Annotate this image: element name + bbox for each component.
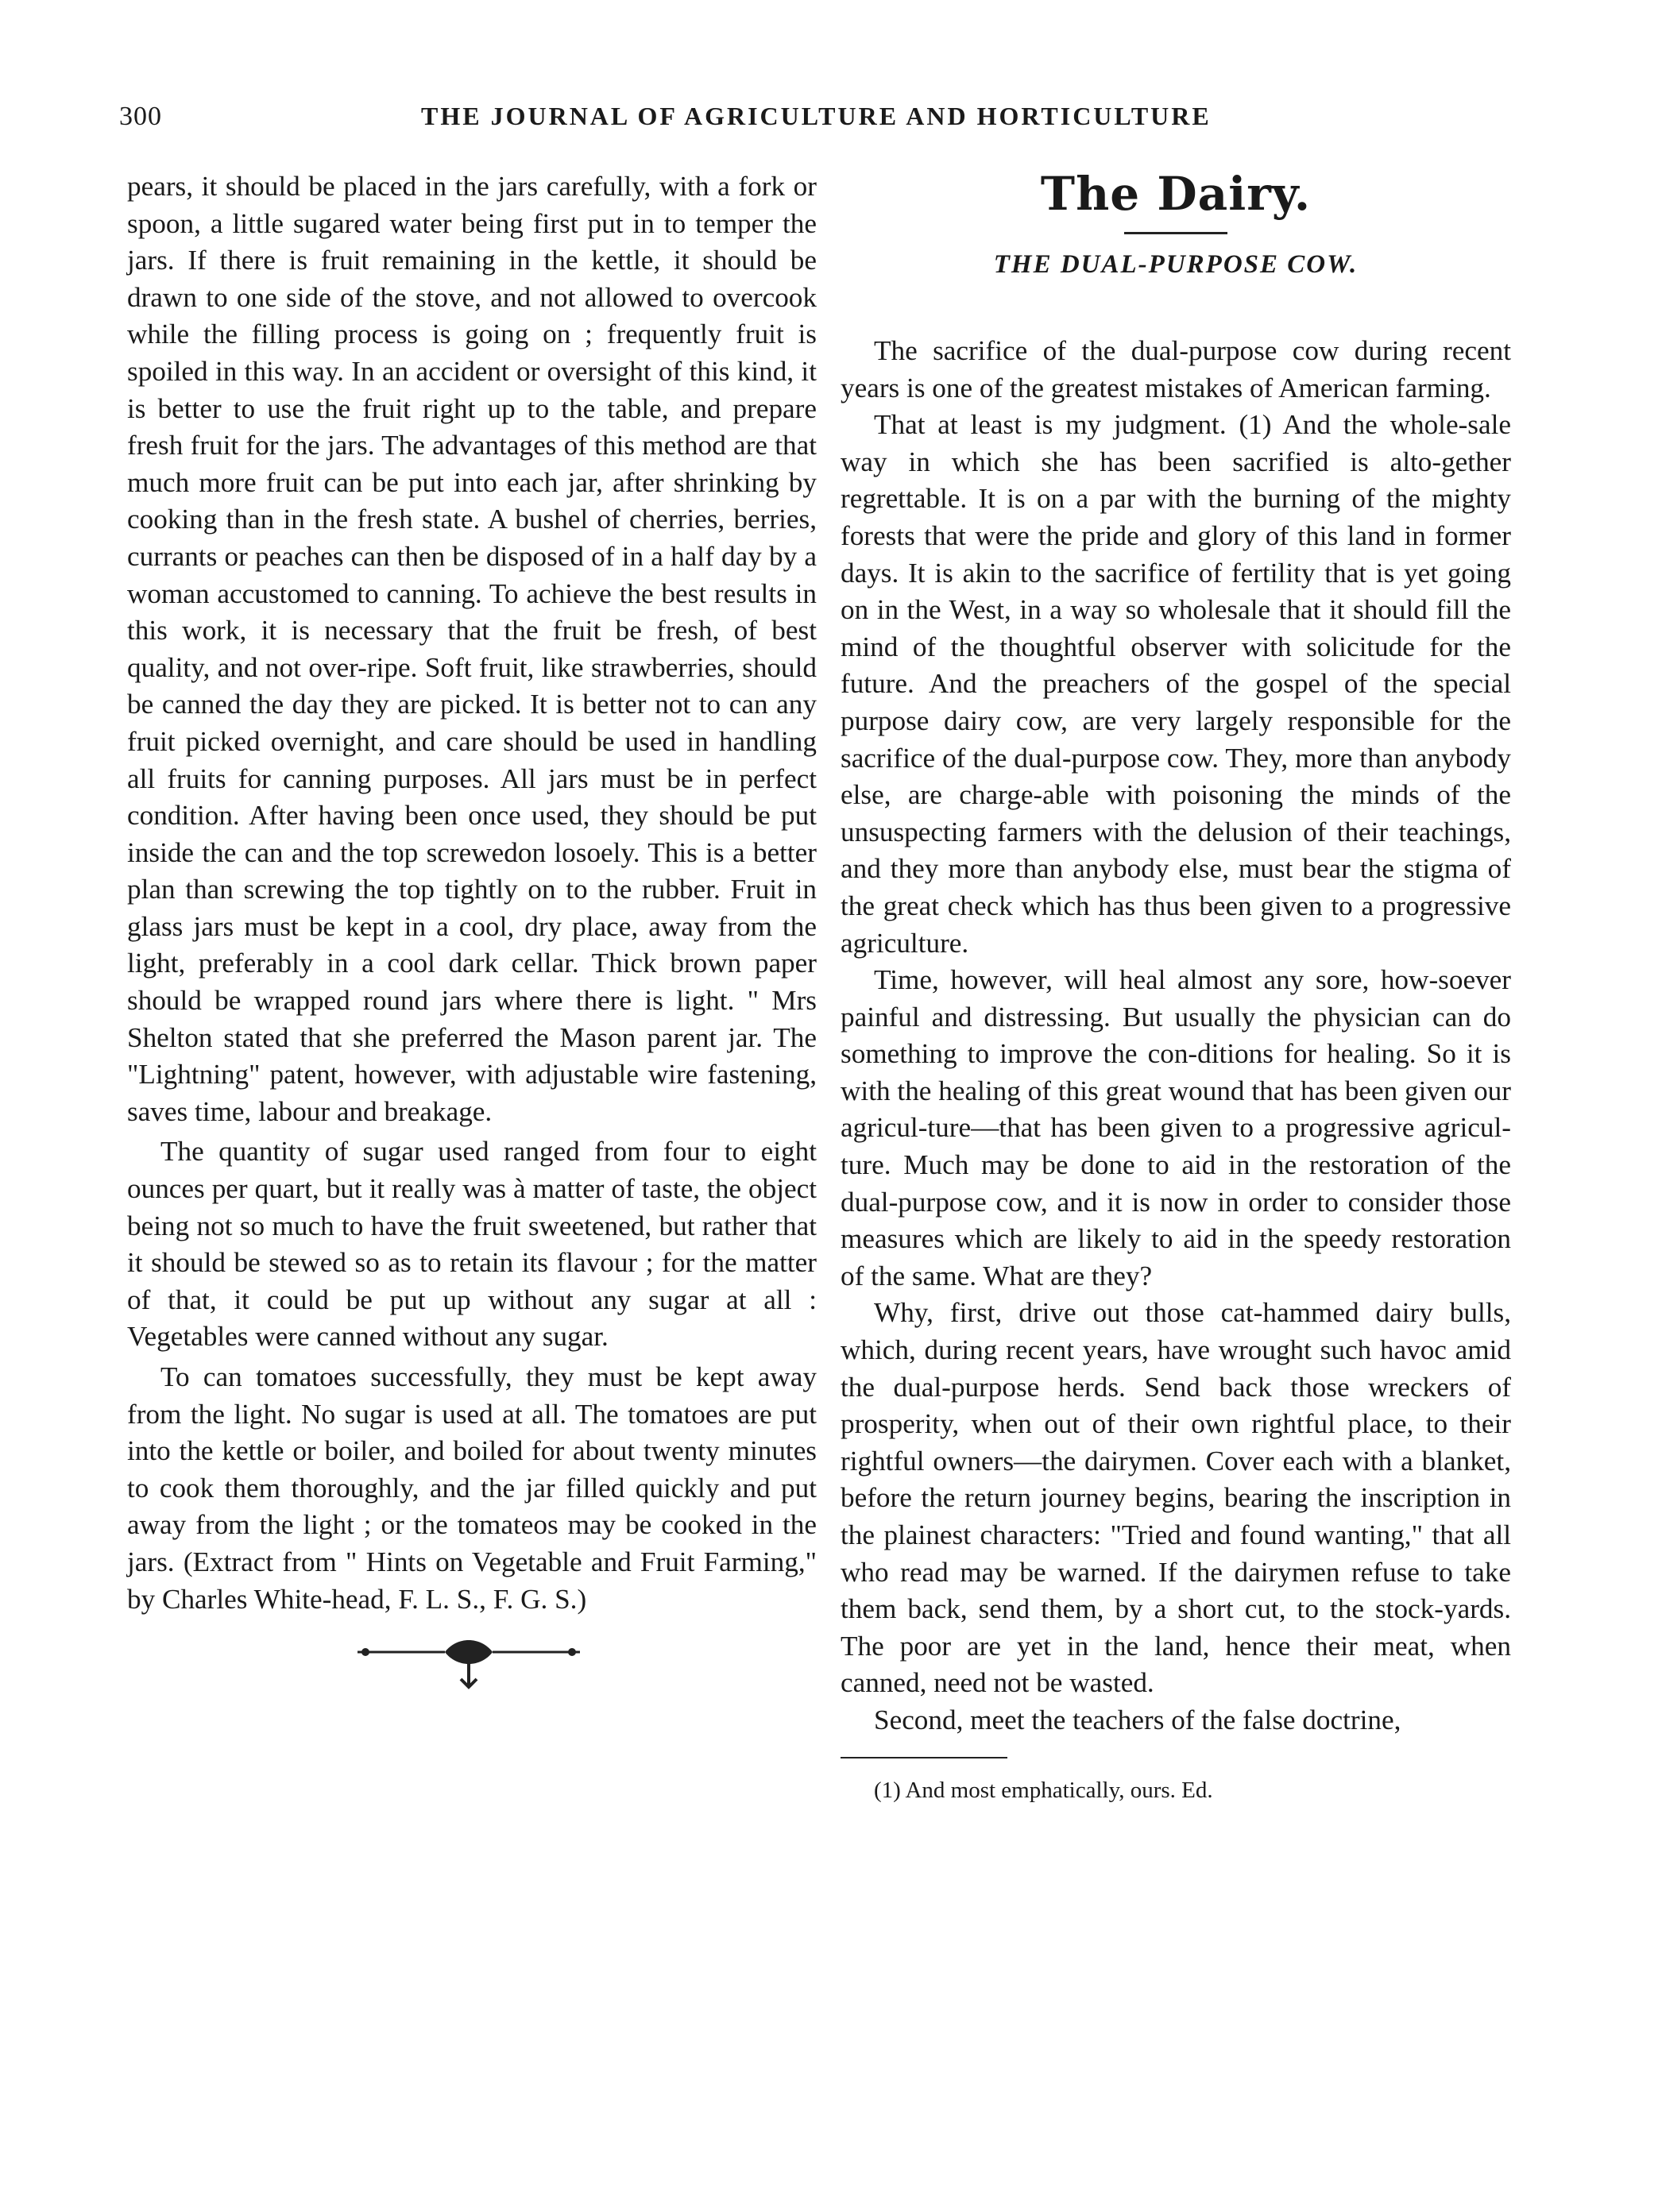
footnote-rule xyxy=(841,1757,1007,1758)
right-column xyxy=(841,168,1511,1805)
page-header xyxy=(119,102,1541,137)
footnote: (1) And most emphatically, ours. Ed. xyxy=(874,1777,1213,1803)
paragraph-bulls: Why, first, drive out those cat-hammed dairy bulls, which, during recent years, have wrought such havoc amid the dual-purpose herds. Send back those wreckers of prosperity, when out of their own rightful place, to their rightful owners—the dairymen. Cover each with a blanket, before the return journey begins, bearing the inscription in the plainest characters: "Tried and found wanting," that all who read may be warned. If the dairymen refuse to take them back, send them, by a short cut, to the stock-yards. The poor are yet in the land, hence their meat, when canned, need not be wasted. xyxy=(841,1297,1511,1699)
paragraph-healing: Time, however, will heal almost any sore, how-soever painful and distressing. But usually the physician can do something to improve the con-ditions for healing. So it is with the healing of this great wound that has been given our agricul-ture—that has been given to a progressive agricul-ture. Much may be done to aid in the restoration of the dual-purpose cow, and it is now in order to consider those measures which are likely to aid in the speedy restoration of the same. What are they? xyxy=(841,964,1511,1291)
paragraph-teachers: Second, meet the teachers of the false doctrine, xyxy=(874,1704,1401,1735)
paragraph-tomatoes: To can tomatoes successfully, they must be kept away from the light. No sugar is used at all. The tomatoes are put into the kettle or boiler, and boiled for about twenty minutes to cook them thoroughly, and the jar filled quickly and put away from the light ; or the tomateos may be cooked in the jars. (Extract from " Hints on Vegetable and Fruit Farming," by Charles White-head, F. L. S., F. G. S.) xyxy=(127,1361,817,1615)
title-rule xyxy=(1124,232,1227,234)
article-title: THE DUAL-PURPOSE COW. xyxy=(993,250,1359,279)
paragraph-sugar-quantity: The quantity of sugar used ranged from four to eight ounces per quart, but it really was à matter of taste, the object being not so much to have the fruit sweetened, but rather that it should be stewed so as to retain its flavour ; for the matter of that, it could be put up without any sugar at all : Vegetables were canned without any sugar. xyxy=(127,1136,817,1353)
section-title: The Dairy. xyxy=(1040,167,1312,221)
paragraph-canning-method: pears, it should be placed in the jars carefully, with a fork or spoon, a little sugared water being first put in to temper the jars. If there is fruit remaining in the kettle, it should be drawn to one side of the stove, and not allowed to overcook while the filling process is going on ; frequently fruit is spoiled in this way. In an accident or oversight of this kind, it is better to use the fruit right up to the table, and prepare fresh fruit for the jars. The advantages of this method are that much more fruit can be put into each jar, after shrinking by cooking than in the fresh state. A bushel of cherries, berries, currants or peaches can then be disposed of in a half day by a woman accustomed to canning. To achieve the best results in this work, it is necessary that the fruit be fresh, of best quality, and not over-ripe. Soft fruit, like strawberries, should be canned the day they are picked. It is better not to can any fruit picked overnight, and care should be used in handling all fruits for canning purposes. All jars must be in perfect condition. After having been once used, they should be put inside the can and the top screwedon losoely. This is a better plan than screwing the top tightly on to the rubber. Fruit in glass jars must be kept in a cool, dry place, away from the light, preferably in a cool dark cellar. Thick brown paper should be wrapped round jars where there is light. " Mrs Shelton stated that she preferred the Mason parent jar. The "Lightning" patent, however, with adjustable wire fastening, saves time, labour and breakage. xyxy=(127,171,817,1127)
page-number: 300 xyxy=(119,102,162,131)
paragraph-intro: The sacrifice of the dual-purpose cow during recent years is one of the greatest mistakes of American farming. xyxy=(841,335,1511,403)
ornament-divider-icon xyxy=(350,1630,588,1693)
left-column xyxy=(127,168,817,1618)
paragraph-judgment: That at least is my judgment. (1) And the whole-sale way in which she has been sacrified is alto-gether regrettable. It is on a par with the burning of the mighty forests that were the pride and glory of this land in former days. It is akin to the sacrifice of fertility that is yet going on in the West, in a way so wholesale that it should fill the mind of the thoughtful observer with solicitude for the future. And the preachers of the gospel of the special purpose dairy cow, are very largely responsible for the sacrifice of the dual-purpose cow. They, more than anybody else, are charge-able with poisoning the minds of the unsuspecting farmers with the delusion of their teachings, and they more than anybody else, must bear the stigma of the great check which has thus been given to a progressive agriculture. xyxy=(841,409,1511,959)
journal-title: THE JOURNAL OF AGRICULTURE AND HORTICULTURE xyxy=(421,102,1212,130)
